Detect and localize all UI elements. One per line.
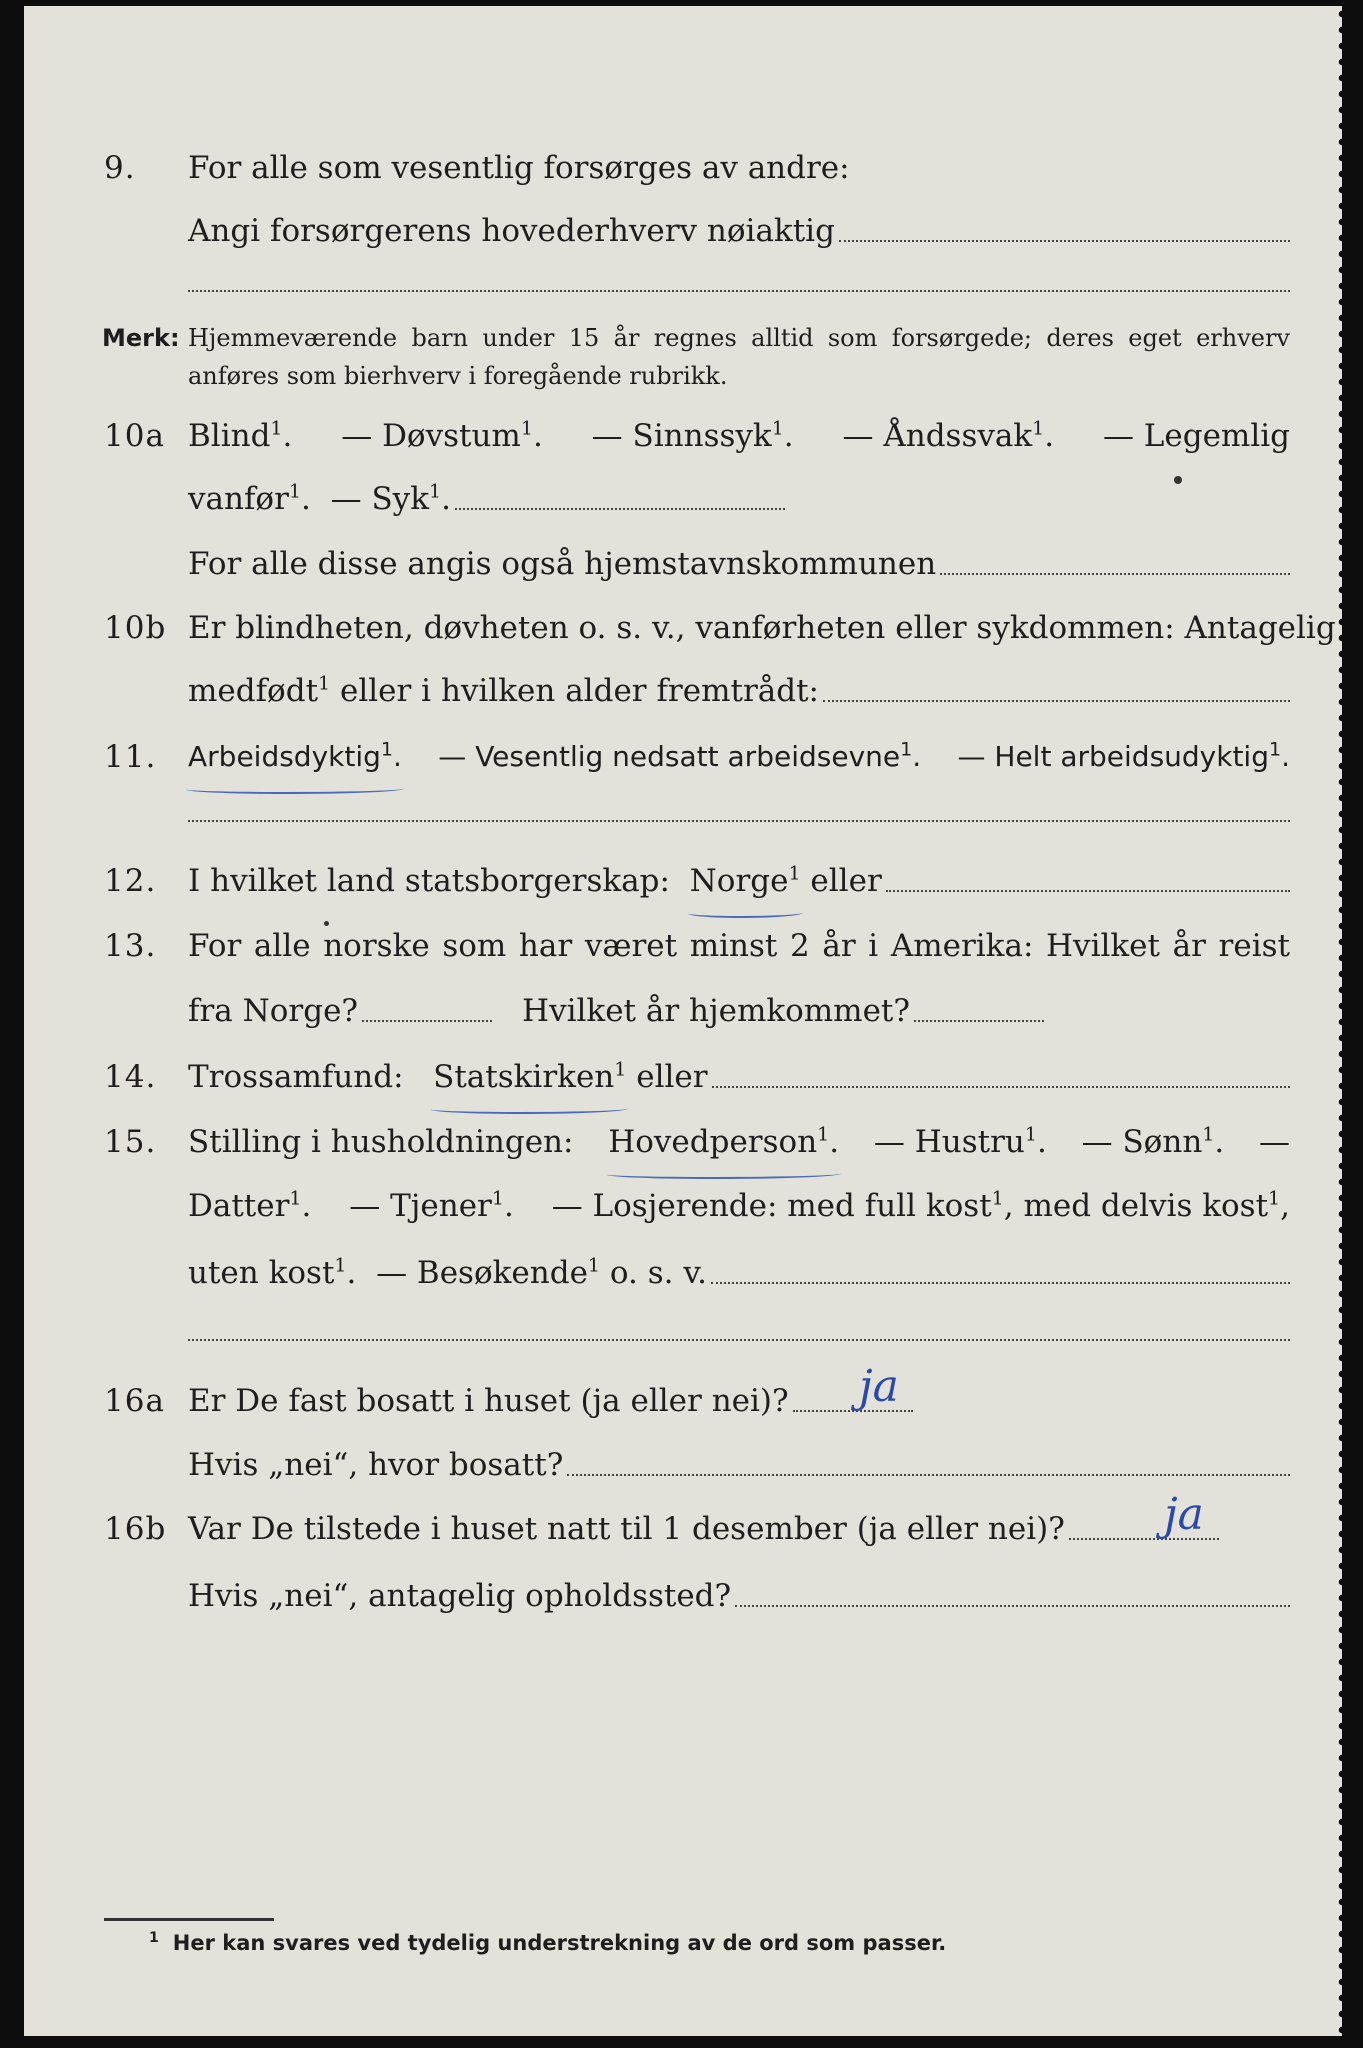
question-9-text: For alle som vesentlig forsørges av andre: bbox=[188, 150, 850, 186]
option-sinnssyk: — Sinnssyk$^1$. bbox=[591, 417, 794, 454]
answer-field-blank[interactable] bbox=[188, 1339, 1290, 1341]
question-9-line-2 bbox=[24, 206, 1342, 256]
answer-field[interactable] bbox=[839, 239, 1290, 242]
question-9 bbox=[24, 143, 1342, 193]
question-16b: 16b Var De tilstede i huset natt til 1 desember (ja eller nei)? bbox=[24, 1504, 1342, 1554]
answer-field[interactable] bbox=[455, 507, 785, 510]
question-number: 16b bbox=[104, 1511, 167, 1547]
option-blind: Blind$^1$. bbox=[188, 417, 293, 454]
question-16a: 16a Er De fast bosatt i huset (ja eller nei)? bbox=[24, 1376, 1342, 1426]
answer-field[interactable] bbox=[567, 1473, 1290, 1476]
question-number: 16a bbox=[104, 1383, 165, 1419]
answer-field-blank[interactable] bbox=[188, 820, 1290, 822]
option-norge-underlined[interactable]: Norge$^1$ bbox=[690, 856, 801, 906]
question-13: 13. For alle norske som har været minst 2 år i Amerika: Hvilket år reist bbox=[24, 921, 1342, 971]
answer-field[interactable] bbox=[823, 699, 1290, 702]
option-sonn[interactable]: — Sønn$^1$. bbox=[1081, 1123, 1225, 1160]
question-number: 9. bbox=[104, 150, 136, 186]
question-16b-line-2: Hvis „nei“, antagelig opholdssted? bbox=[24, 1571, 1342, 1621]
option-datter[interactable]: Datter$^1$. bbox=[188, 1187, 312, 1224]
question-number: 15. bbox=[104, 1124, 157, 1160]
question-11 bbox=[24, 732, 1342, 782]
option-arbeidsdyktig-underlined[interactable]: Arbeidsdyktig$^1$. bbox=[188, 732, 402, 782]
footnote-rule bbox=[104, 1918, 274, 1921]
ink-dot bbox=[324, 921, 329, 926]
option-vanfor: vanfør$^1$. bbox=[188, 480, 311, 517]
option-losjerende[interactable]: — Losjerende: med full kost$^1$, med delvis kost$^1$, bbox=[551, 1187, 1290, 1224]
question-10a-line-3 bbox=[24, 539, 1342, 589]
handwritten-answer-16a: ja bbox=[859, 1361, 899, 1412]
question-number: 12. bbox=[104, 863, 157, 899]
question-10b bbox=[24, 603, 1342, 653]
option-statskirken-underlined[interactable]: Statskirken$^1$ bbox=[433, 1052, 626, 1102]
hjemstavn-prompt: For alle disse angis også hjemstavnskommunen bbox=[188, 546, 937, 582]
option-legemlig: — Legemlig bbox=[1102, 418, 1290, 454]
option-uten-kost[interactable]: uten kost$^1$. bbox=[188, 1254, 357, 1291]
question-number: 13. bbox=[104, 928, 157, 964]
answer-field[interactable] bbox=[886, 889, 1290, 892]
question-13-line-2: fra Norge? Hvilket år hjemkommet? bbox=[24, 986, 1342, 1036]
answer-field[interactable] bbox=[940, 572, 1290, 575]
question-16a-line-2: Hvis „nei“, hvor bosatt? bbox=[24, 1440, 1342, 1490]
question-14: 14. Trossamfund: Statskirken$^1$ eller bbox=[24, 1052, 1342, 1102]
option-besokende[interactable]: — Besøkende$^1$ bbox=[376, 1254, 601, 1291]
question-10a bbox=[24, 411, 1342, 461]
option-hovedperson-underlined[interactable]: Hovedperson$^1$. bbox=[608, 1117, 839, 1167]
answer-field-reist[interactable] bbox=[362, 1019, 492, 1022]
question-10b-text: Er blindheten, døvheten o. s. v., vanførheten eller sykdommen: Antagelig bbox=[188, 610, 1336, 646]
option-syk: — Syk$^1$. bbox=[330, 480, 451, 517]
question-15-line-3: uten kost$^1$. — Besøkende$^1$ o. s. v. bbox=[24, 1248, 1342, 1298]
answer-field-blank[interactable] bbox=[188, 290, 1290, 292]
question-10a-line-2 bbox=[24, 474, 1342, 524]
option-helt-arbeidsudyktig[interactable]: — Helt arbeidsudyktig$^1$. bbox=[957, 738, 1290, 773]
option-dovstum: — Døvstum$^1$. bbox=[341, 417, 543, 454]
answer-field[interactable] bbox=[712, 1085, 1290, 1088]
merk-note-line-1: Hjemmeværende barn under 15 år regnes alltid som forsørgede; deres eget erhverv bbox=[188, 324, 1290, 352]
question-number: 14. bbox=[104, 1059, 157, 1095]
answer-field-hjemkommet[interactable] bbox=[914, 1019, 1044, 1022]
option-nedsatt-arbeidsevne[interactable]: — Vesentlig nedsatt arbeidsevne$^1$. bbox=[438, 738, 922, 773]
question-number: 10b bbox=[104, 610, 167, 646]
question-15-line-2 bbox=[24, 1181, 1342, 1231]
ink-dot bbox=[1174, 476, 1182, 484]
question-10b-line-2: medfødt$^1$ eller i hvilken alder fremtrådt: bbox=[24, 666, 1342, 716]
question-12: 12. I hvilket land statsborgerskap: Norge$^1$ eller bbox=[24, 856, 1342, 906]
answer-field[interactable] bbox=[735, 1604, 1290, 1607]
option-andssvak: — Åndssvak$^1$. bbox=[842, 417, 1055, 454]
question-9-prompt: Angi forsørgerens hovederhverv nøiaktig bbox=[188, 213, 835, 249]
footnote: $^1$ Her kan svares ved tydelig understrekning av de ord som passer. bbox=[149, 1930, 947, 1955]
option-hustru[interactable]: — Hustru$^1$. bbox=[873, 1123, 1047, 1160]
question-number: 10a bbox=[104, 418, 165, 454]
merk-note-line-2: anføres som bierhverv i foregående rubrikk. bbox=[188, 362, 728, 390]
answer-field[interactable] bbox=[711, 1281, 1290, 1284]
question-number: 11. bbox=[104, 739, 157, 775]
option-medfodt: medfødt$^1$ bbox=[188, 672, 331, 709]
option-tjener[interactable]: — Tjener$^1$. bbox=[349, 1187, 514, 1224]
handwritten-answer-16b: ja bbox=[1164, 1489, 1204, 1540]
question-15: 15. Stilling i husholdningen: Hovedperson$^1$. — Hustru$^1$. — Sønn$^1$. — bbox=[24, 1117, 1342, 1167]
merk-label: Merk: bbox=[102, 324, 180, 352]
census-form-page bbox=[24, 6, 1342, 2036]
